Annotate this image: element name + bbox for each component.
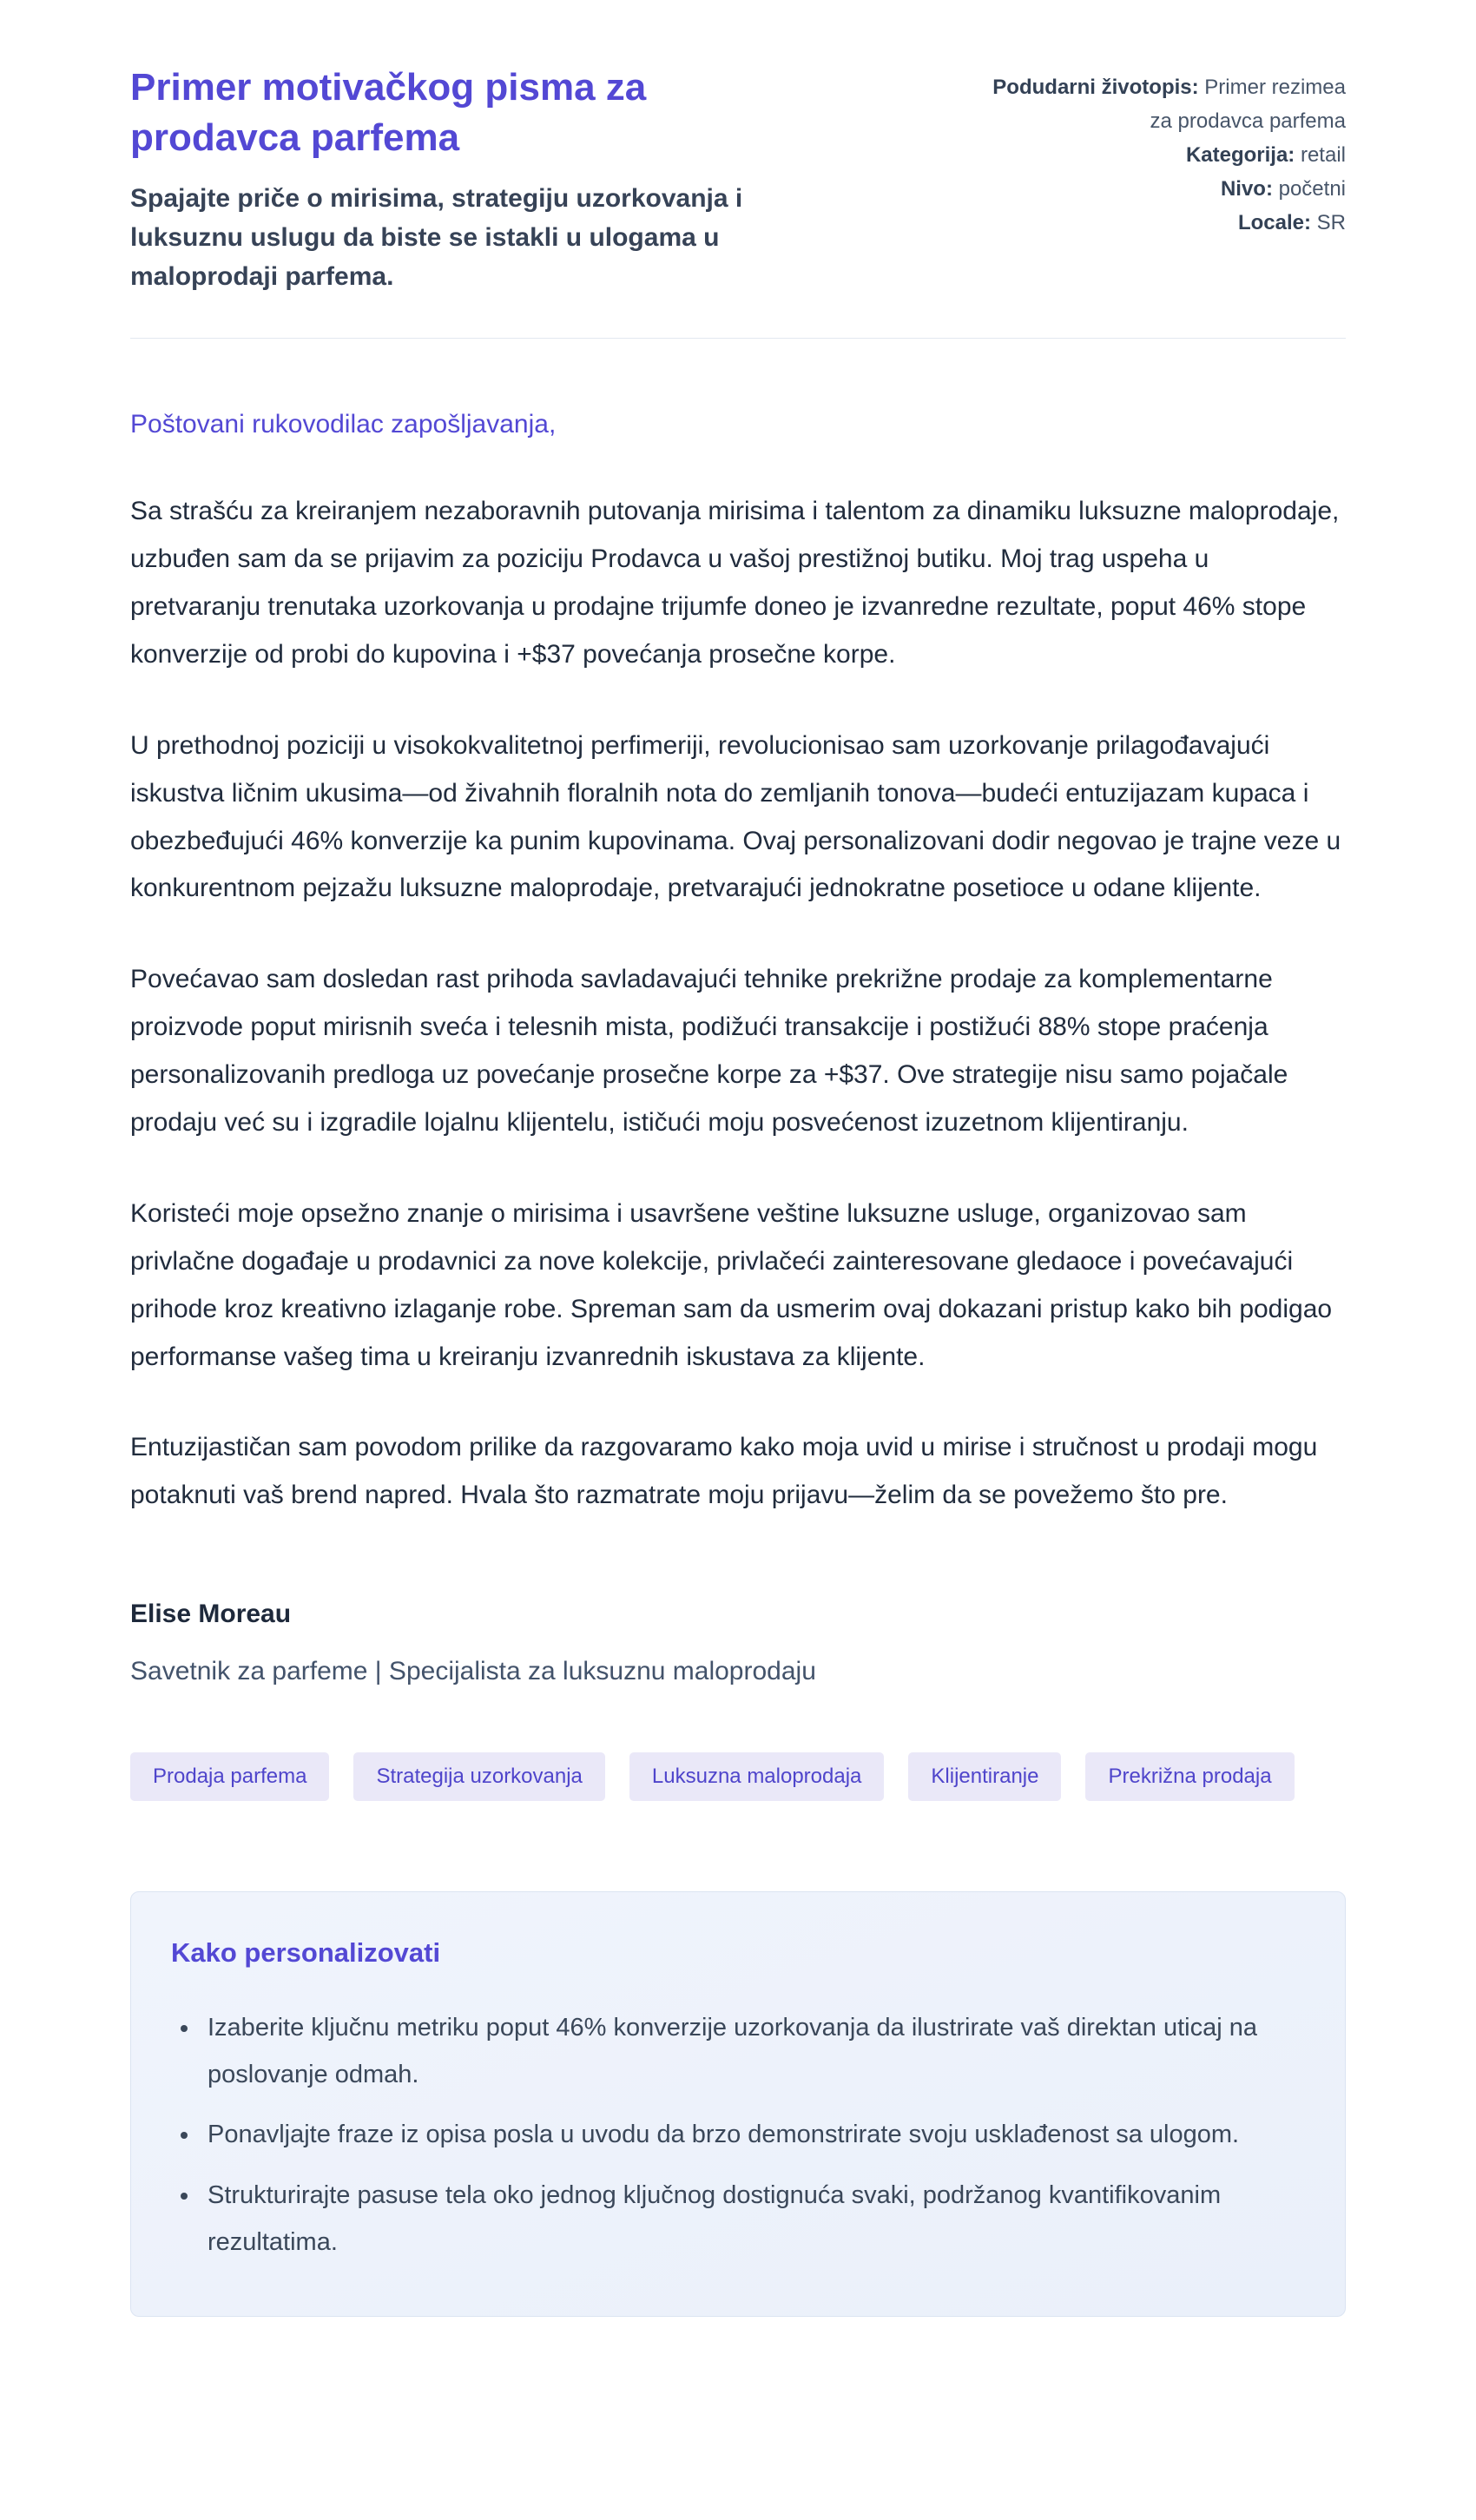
letter-paragraph: Sa strašću za kreiranjem nezaboravnih putovanja mirisima i talentom za dinamiku luksuzne maloprodaje, uzbuđen sam da se prijavim za poziciju Prodavca u vašoj prestižnoj butiku. Moj trag uspeha u pretvaranju trenutaka uzorkovanja u prodajne trijumfe doneo je izvanredne rezultate, poput 46% stope konverzije od probi do kupovina i +$37 povećanja prosečne korpe. xyxy=(130,497,1340,669)
letter-paragraph: Koristeći moje opsežno znanje o mirisima i usavršene veštine luksuzne usluge, organizovao sam privlačne događaje u prodavnici za nove kolekcije, privlačeći zainteresovane gledaoce i povećavajući prihode kroz kreativno izlaganje robe. Spreman sam da usmerim ovaj dokazani pristup kako bih podigao performanse vašeg tima u kreiranju izvanrednih iskustava za klijente. xyxy=(130,1198,1333,1371)
tip-item: • Izaberite ključnu metriku poput 46% konverzije uzorkovanja da ilustrirate vaš direktan uticaj na poslovanje odmah. xyxy=(201,2005,1260,2098)
meta-row-category xyxy=(981,139,1346,173)
meta-value: SR xyxy=(1316,210,1346,234)
meta-row-level xyxy=(981,173,1346,207)
meta-label: Podudarni životopis: xyxy=(992,76,1199,99)
meta-block xyxy=(981,63,1346,240)
header xyxy=(130,0,1346,296)
tag-strategija-uzorkovanja[interactable]: Strategija uzorkovanja xyxy=(353,1752,604,1801)
tip-item: • Ponavljajte fraze iz opisa posla u uvodu da brzo demonstrirate svoju usklađenost sa ulogom. xyxy=(201,2112,1260,2159)
page-subtitle: Spajajte priče o mirisima, strategiju uzorkovanja i luksuznu uslugu da biste se istakli u ulogama u maloprodaji parfema. xyxy=(130,184,743,292)
meta-label: Locale: xyxy=(1237,210,1311,234)
header-divider xyxy=(130,338,1346,339)
cover-letter-body xyxy=(130,410,1346,1686)
tag-prodaja-parfema[interactable]: Prodaja parfema xyxy=(130,1752,329,1801)
tips-list xyxy=(171,2005,1305,2266)
tips-heading: Kako personalizovati xyxy=(171,1937,441,1969)
tag-prekrizna-prodaja[interactable]: Prekrižna prodaja xyxy=(1085,1752,1294,1801)
signature-name: Elise Moreau xyxy=(130,1600,292,1629)
letter-paragraph: Povećavao sam dosledan rast prihoda savladavajući tehnike prekrižne prodaje za komplementarne proizvode poput mirisnih sveća i telesnih mista, podižući transakcije i postižući 88% stope praćenja personalizovanih predloga uz povećanje prosečne korpe za +$37. Ove strategije nisu samo pojačale prodaju već su i izgradile lojalnu klijentelu, ističući moju posvećenost izuzetnom klijentiranju. xyxy=(130,965,1288,1137)
meta-row-locale xyxy=(981,207,1346,241)
signature-title: Savetnik za parfeme | Specijalista za luksuznu maloprodaju xyxy=(130,1657,816,1686)
letter-greeting: Poštovani rukovodilac zapošljavanja, xyxy=(130,410,557,439)
meta-value: Primer rezimea za prodavca parfema xyxy=(1150,76,1346,133)
meta-label: Kategorija: xyxy=(1185,142,1295,167)
personalization-tips-box xyxy=(130,1891,1346,2317)
letter-paragraph: Entuzijastičan sam povodom prilike da razgovaramo kako moja uvid u mirise i stručnost u prodaji mogu potaknuti vaš brend napred. Hvala što razmatrate moju prijavu—želim da se povežemo što pre. xyxy=(130,1433,1318,1510)
header-title-block xyxy=(130,63,860,296)
meta-row-matching-resume xyxy=(981,71,1346,139)
meta-value: početni xyxy=(1278,176,1346,201)
letter-paragraph: U prethodnoj poziciji u visokokvalitetnoj perfimeriji, revolucionisao sam uzorkovanje prilagođavajući iskustva ličnim ukusima—od živahnih floralnih nota do zemljanih tonova—budeći entuzijazam kupaca i obezbeđujući 46% konverzije ka punim kupovinama. Ovaj personalizovani dodir negovao je trajne veze u konkurentnom pejzažu luksuzne maloprodaje, pretvarajući jednokratne posetioce u odane klijente. xyxy=(130,730,1341,903)
tip-item: • Strukturirajte pasuse tela oko jednog ključnog dostignuća svaki, podržanog kvantifikovanim rezultatima. xyxy=(201,2173,1260,2266)
tag-klijentiranje[interactable]: Klijentiranje xyxy=(908,1752,1061,1801)
tag-list xyxy=(130,1752,1346,1801)
page-title: Primer motivačkog pisma za prodavca parfema xyxy=(130,66,647,160)
tag-luksuzna-maloprodaja[interactable]: Luksuzna maloprodaja xyxy=(629,1752,885,1801)
meta-label: Nivo: xyxy=(1220,176,1273,201)
meta-value: retail xyxy=(1300,142,1346,167)
